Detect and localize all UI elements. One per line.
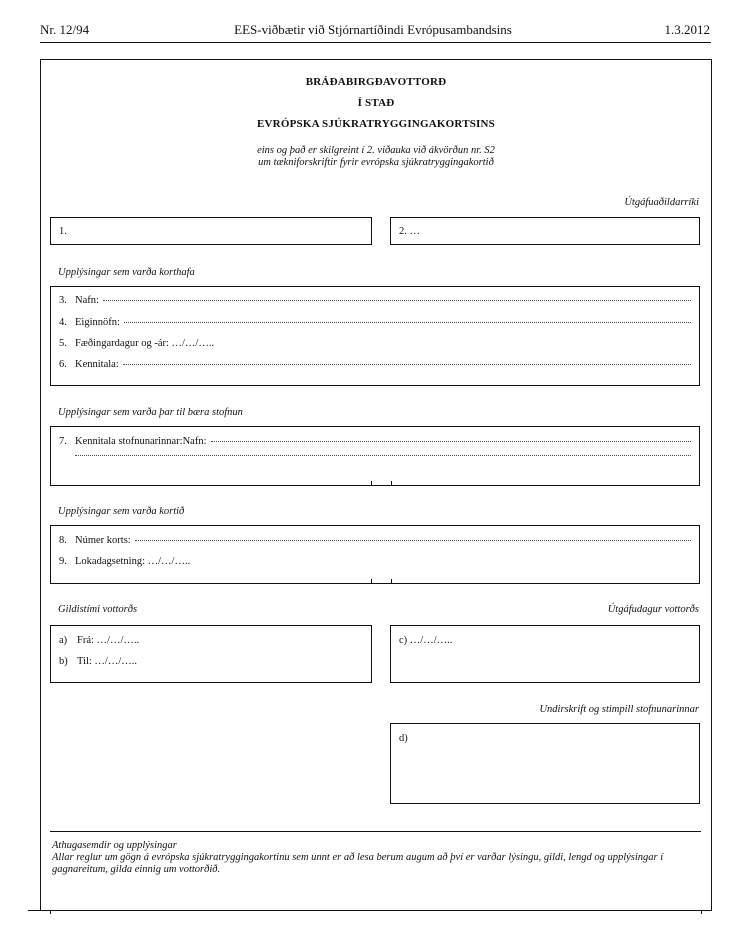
card-section-box	[50, 525, 700, 584]
row-label: Númer korts:	[75, 535, 131, 546]
validity-row-to[interactable]	[59, 656, 137, 667]
row-number: 6.	[59, 359, 67, 370]
holder-row-name[interactable]	[59, 295, 691, 306]
card-row-number[interactable]	[59, 535, 691, 546]
frame-tick	[50, 910, 51, 914]
fill-line	[75, 455, 691, 456]
box-tick	[391, 579, 392, 583]
row-label: Lokadagsetning: …/…/…..	[75, 556, 191, 567]
institution-section-box	[50, 426, 700, 486]
signature-box[interactable]	[390, 723, 700, 804]
form-title-line2: Í STAÐ	[357, 97, 395, 109]
row-label: Eiginnöfn:	[75, 317, 120, 328]
card-row-expiry[interactable]	[59, 556, 691, 567]
institution-row-id-name[interactable]	[59, 436, 691, 447]
issue-date-label: Útgáfudagur vottorðs	[607, 604, 699, 615]
signature-label: Undirskrift og stimpill stofnunarinnar	[539, 704, 699, 715]
form-subtitle-line1: eins og það er skilgreint í 2. viðauka við ákvörðun nr. S2	[257, 145, 495, 156]
notes-title: Athugasemdir og upplýsingar	[52, 840, 177, 851]
row-label: Nafn:	[75, 295, 99, 306]
fill-line	[124, 322, 691, 323]
row-number: a)	[59, 635, 68, 646]
row-label: Til: …/…/…..	[77, 656, 138, 667]
row-number: b)	[59, 656, 68, 667]
row-number: 7.	[59, 436, 67, 447]
issue-date-box[interactable]	[390, 625, 700, 683]
header-page-number: Nr. 12/94	[40, 22, 90, 37]
box-tick	[371, 579, 372, 583]
validity-row-from[interactable]	[59, 635, 139, 646]
issuing-state-field-1[interactable]	[50, 217, 372, 245]
holder-row-birth-date[interactable]	[59, 338, 691, 349]
institution-row-continuation[interactable]	[75, 457, 691, 458]
fill-line	[103, 300, 691, 301]
signature-text: d)	[399, 733, 408, 744]
row-number: 9.	[59, 556, 67, 567]
frame-tick	[701, 910, 702, 914]
notes-body: Allar reglur um gögn á evrópska sjúkratryggingakortinu sem unnt er að lesa berum augum að því er varðar lýsingu, gildi, lengd og upplýsingar í gagnareitum, gilda einnig um vottorðið.	[52, 852, 664, 875]
institution-section-label: Upplýsingar sem varða þar til bæra stofnun	[58, 407, 243, 418]
fill-line	[135, 540, 691, 541]
row-label: Fæðingardagur og -ár: …/…/…..	[75, 338, 215, 349]
field-1-text: 1.	[59, 226, 67, 237]
form-title-line1: BRÁÐABIRGÐAVOTTORÐ	[305, 76, 447, 88]
validity-section-box	[50, 625, 372, 683]
holder-section-box	[50, 286, 700, 386]
form-title-line3: EVRÓPSKA SJÚKRATRYGGINGAKORTSINS	[257, 118, 495, 130]
issue-date-text: c) …/…/…..	[399, 635, 453, 646]
row-number: 5.	[59, 338, 67, 349]
header-publication-title: EES-viðbætir við Stjórnartíðindi Evrópusambandsins	[234, 22, 512, 37]
card-section-label: Upplýsingar sem varða kortið	[58, 506, 185, 517]
row-number: 8.	[59, 535, 67, 546]
field-2-text: 2. …	[399, 226, 420, 237]
box-tick	[371, 481, 372, 485]
holder-row-given-names[interactable]	[59, 317, 691, 328]
row-number: 3.	[59, 295, 67, 306]
validity-section-label: Gildistími vottorðs	[58, 604, 138, 615]
row-label: Frá: …/…/…..	[77, 635, 140, 646]
form-subtitle-line2: um tækniforskriftir fyrir evrópska sjúkratryggingakortið	[258, 157, 494, 168]
issuing-state-field-2[interactable]	[390, 217, 700, 245]
header-rule	[40, 42, 711, 43]
notes-rule	[50, 831, 701, 832]
fill-line	[123, 364, 691, 365]
row-label: Kennitala:	[75, 359, 119, 370]
fill-line	[211, 441, 692, 442]
row-number: 4.	[59, 317, 67, 328]
box-tick	[391, 481, 392, 485]
holder-row-id-number[interactable]	[59, 359, 691, 370]
header-date: 1.3.2012	[664, 22, 710, 37]
form-frame-bottom	[28, 910, 712, 911]
row-label: Kennitala stofnunarinnar:Nafn:	[75, 436, 207, 447]
issuing-state-label: Útgáfuaðildarríki	[624, 197, 699, 208]
holder-section-label: Upplýsingar sem varða korthafa	[58, 267, 195, 278]
